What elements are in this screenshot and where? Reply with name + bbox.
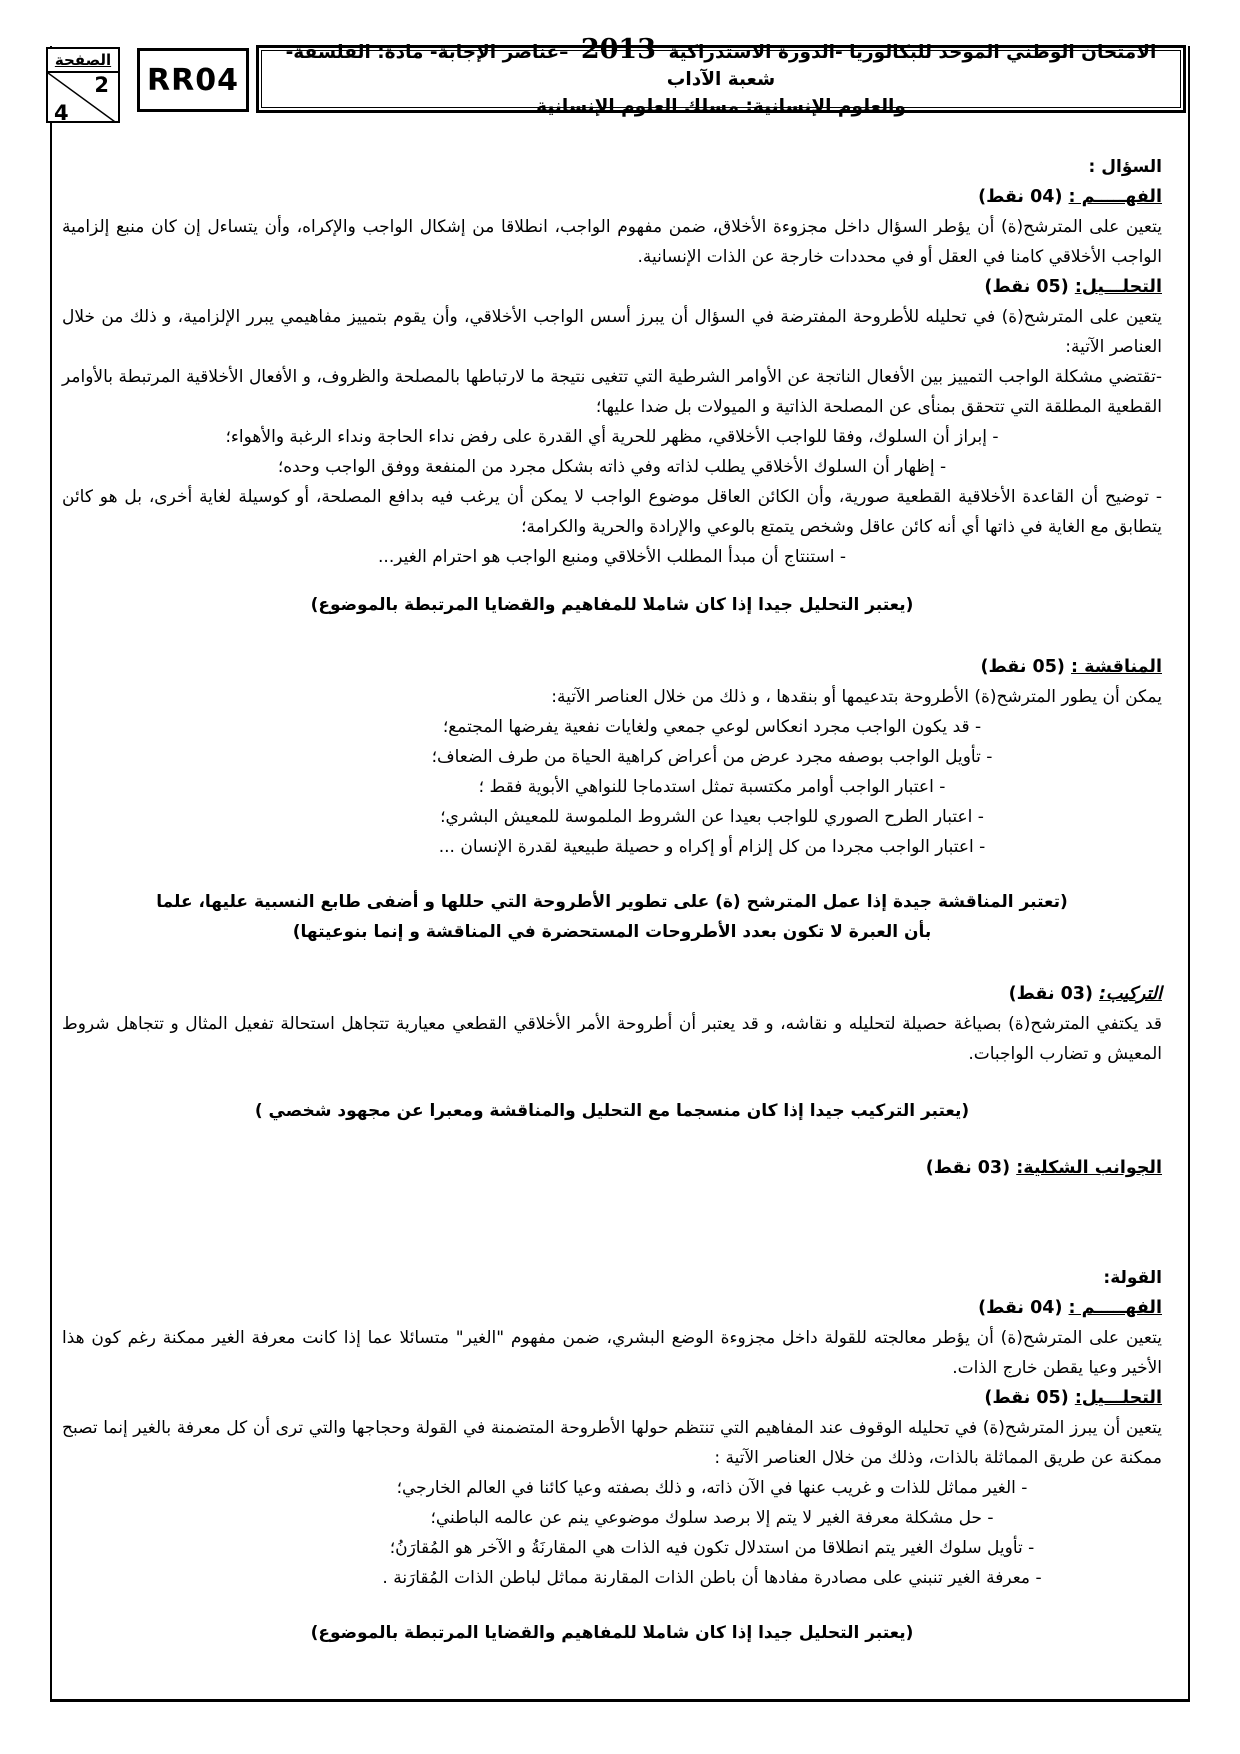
- list-item: - إظهار أن السلوك الأخلاقي يطلب لذاته وفي ذاته بشكل مجرد من المنفعة ووفق الواجب وحده؛: [277, 457, 947, 477]
- list-item: - استنتاج أن مبدأ المطلب الأخلاقي ومنبع الواجب هو احترام الغير...: [378, 547, 846, 567]
- analysis-heading: التحلـــيل: (05 نقط): [984, 277, 1162, 297]
- question-section-title: السؤال :: [1088, 157, 1162, 177]
- quote-analysis-heading: التحلـــيل: (05 نقط): [984, 1388, 1162, 1408]
- quote-analysis-points: (05 نقط): [984, 1388, 1069, 1408]
- list-item: - قد يكون الواجب مجرد انعكاس لوعي جمعي ولغايات نفعية يفرضها المجتمع؛: [442, 717, 982, 737]
- list-item: - اعتبار الطرح الصوري للواجب بعيدا عن الشروط الملموسة للمعيش البشري؛: [440, 807, 984, 827]
- quote-comprehension-heading: الفهـــــم : (04 نقط): [978, 1298, 1162, 1318]
- current-page-number: 2: [94, 73, 109, 97]
- title-year: 2013: [580, 33, 656, 65]
- total-page-number: 4: [54, 101, 69, 125]
- analysis-intro: يتعين على المترشح(ة) في تحليله للأطروحة المفترضة في السؤال أن يبرز أسس الواجب الأخلاقي، وأن يقوم بتمييز مفاهيمي يبرر الإلزامية، و ذلك من خلال العناصر الآتية:: [62, 307, 1162, 357]
- synthesis-heading: التركيب: (03 نقط): [1008, 984, 1162, 1004]
- discussion-heading: المناقشة : (05 نقط): [980, 657, 1162, 677]
- synthesis-points: (03 نقط): [1008, 984, 1093, 1004]
- quote-analysis-note: (يعتبر التحليل جيدا إذا كان شاملا للمفاهيم والقضايا المرتبطة بالموضوع): [310, 1623, 914, 1643]
- title-before-year: الامتحان الوطني الموحد للبكالوريا -الدورة الاستدراكية: [668, 41, 1157, 63]
- page-label: الصفحة: [48, 49, 118, 73]
- list-item: - اعتبار الواجب أوامر مكتسبة تمثل استدماجا للنواهي الأبوية فقط ؛: [478, 777, 946, 797]
- analysis-points: (05 نقط): [984, 277, 1069, 297]
- formal-aspects-heading: الجوانب الشكلية: (03 نقط): [925, 1158, 1162, 1178]
- analysis-note: (يعتبر التحليل جيدا إذا كان شاملا للمفاهيم والقضايا المرتبطة بالموضوع): [310, 595, 914, 615]
- quote-comprehension-text: يتعين على المترشح(ة) أن يؤطر معالجته للقولة داخل مجزوءة الوضع البشري، ضمن مفهوم "الغير" متسائلا عما إذا كانت معرفة الغير ممكنة رغم كون هذا الأخير وعيا يقطن خارج الذات.: [62, 1328, 1162, 1378]
- quote-comprehension-points: (04 نقط): [978, 1298, 1063, 1318]
- quote-section-title: القولة:: [1103, 1268, 1162, 1288]
- list-item: - الغير مماثل للذات و غريب عنها في الآن ذاته، و ذلك بصفته وعيا كائنا في العالم الخارجي؛: [396, 1478, 1028, 1498]
- list-item: - حل مشكلة معرفة الغير لا يتم إلا برصد سلوك موضوعي ينم عن عالمه الباطني؛: [430, 1508, 994, 1528]
- discussion-intro: يمكن أن يطور المترشح(ة) الأطروحة بتدعيمها أو بنقدها ، و ذلك من خلال العناصر الآتية:: [551, 687, 1162, 707]
- list-item: - اعتبار الواجب مجردا من كل إلزام أو إكراه و حصيلة طبيعية لقدرة الإنسان ...: [438, 837, 986, 857]
- page-frame: [50, 33, 1190, 1702]
- list-item: - إبراز أن السلوك، وفقا للواجب الأخلاقي، مظهر للحرية أي القدرة على رفض نداء الحاجة ونداء الرغبة والأهواء؛: [225, 427, 999, 447]
- comprehension-heading: الفهـــــم : (04 نقط): [978, 187, 1162, 207]
- comprehension-text: يتعين على المترشح(ة) أن يؤطر السؤال داخل مجزوءة الأخلاق، ضمن مفهوم الواجب، انطلاقا من إشكال الواجب والإكراه، وأن يتساءل إن كان منبع إلزامية الواجب الأخلاقي كامنا في العقل أو في محددات خارجة عن الذات الإنسانية.: [62, 217, 1162, 267]
- exam-code: RR04: [147, 62, 239, 98]
- comprehension-points: (04 نقط): [978, 187, 1063, 207]
- quote-analysis-intro: يتعين أن يبرز المترشح(ة) في تحليله الوقوف عند المفاهيم التي تنتظم حولها الأطروحة المتضمنة في القولة وحجاجها والتي ترى أن كل معرفة بالغير إنما تصبح ممكنة عن طريق المماثلة بالذات، وذلك من خلال العناصر الآتية :: [62, 1418, 1162, 1468]
- discussion-note-line-2: بأن العبرة لا تكون بعدد الأطروحات المستحضرة في المناقشة و إنما بنوعيتها): [292, 922, 932, 942]
- answer-key-content: [52, 46, 1188, 1648]
- title-line-2: والعلوم الإنسانية: مسلك العلوم الإنسانية: [536, 95, 906, 117]
- title-after-year: –عناصر الإجابة- مادة: الفلسفة- شعبة الآداب: [285, 41, 776, 90]
- list-item: - معرفة الغير تنبني على مصادرة مفادها أن باطن الذات المقارنة مماثل لباطن الذات المُقارَنة .: [382, 1568, 1042, 1588]
- formal-aspects-points: (03 نقط): [925, 1158, 1011, 1178]
- list-item: - توضيح أن القاعدة الأخلاقية القطعية صورية، وأن الكائن العاقل موضوع الواجب لا يمكن أن يرغب فيه بدافع المصلحة، أو كوسيلة لغاية أخرى، بل هو كائن يتطابق مع الغاية في ذاتها أي أنه كائن عاقل وشخص يتمتع بالوعي والإرادة والحرية والكرامة؛: [62, 487, 1162, 537]
- list-item: -تقتضي مشكلة الواجب التمييز بين الأفعال الناتجة عن الأوامر الشرطية التي تتغيى نتيجة ما لارتباطها بالمصلحة والظروف، و الأفعال الأخلاقية المرتبطة بالأوامر القطعية المطلقة التي تتحقق بمنأى عن المصلحة الذاتية و الميولات بل ضدا عليها؛: [62, 367, 1162, 417]
- discussion-note-line-1: (تعتبر المناقشة جيدة إذا عمل المترشح (ة) على تطوير الأطروحة التي حللها و أضفى طابع النسبية عليها، علما: [156, 892, 1068, 912]
- synthesis-note: (يعتبر التركيب جيدا إذا كان منسجما مع التحليل والمناقشة ومعبرا عن مجهود شخصي ): [254, 1101, 970, 1121]
- list-item: - تأويل سلوك الغير يتم انطلاقا من استدلال تكون فيه الذات هي المقارنَةُ و الآخر هو المُقارَنُ؛: [389, 1538, 1035, 1558]
- discussion-points: (05 نقط): [980, 657, 1065, 677]
- synthesis-text: قد يكتفي المترشح(ة) بصياغة حصيلة لتحليله و نقاشه، و قد يعتبر أن أطروحة الأمر الأخلاقي القطعي معيارية تتجاهل استحالة تفعيل المثال و تتجاهل شروط المعيش و تضارب الواجبات.: [62, 1014, 1162, 1064]
- list-item: - تأويل الواجب بوصفه مجرد عرض من أعراض كراهية الحياة من طرف الضعاف؛: [431, 747, 993, 767]
- discussion-note: [62, 887, 1162, 947]
